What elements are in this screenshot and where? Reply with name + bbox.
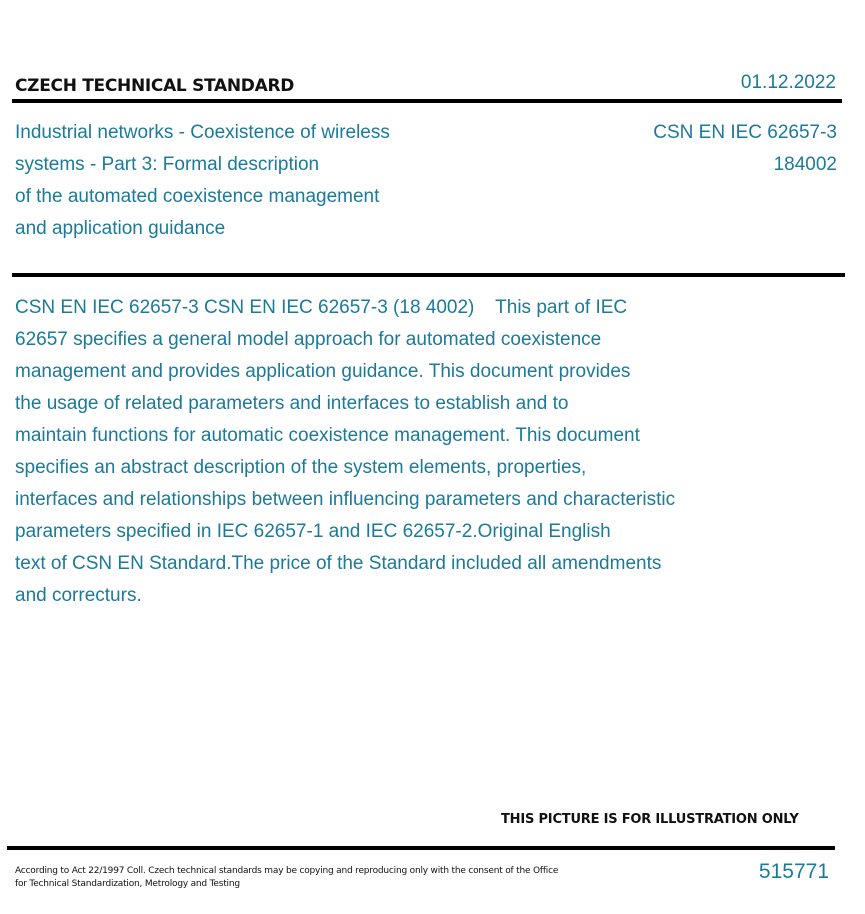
standard-code: CSN EN IEC 62657-3 (653, 122, 837, 143)
standard-description (15, 292, 675, 612)
description-line: text of CSN EN Standard.The price of the Standard included all amendments (15, 553, 662, 574)
publication-date: 01.12.2022 (740, 72, 836, 93)
description-line: CSN EN IEC 62657-3 CSN EN IEC 62657-3 (18 4002) This part of IEC (15, 297, 628, 318)
footer-divider (7, 846, 835, 850)
title-line: of the automated coexistence management (15, 186, 380, 207)
description-line: interfaces and relationships between influencing parameters and characteristic (15, 489, 676, 510)
description-line: and correcturs. (15, 585, 142, 606)
standard-type-label: CZECH TECHNICAL STANDARD (15, 76, 295, 96)
legal-notice (15, 865, 558, 891)
title-divider (12, 273, 845, 277)
standard-codes (653, 117, 837, 181)
title-line: Industrial networks - Coexistence of wireless (15, 122, 390, 143)
class-number: 184002 (773, 154, 837, 175)
title-line: systems - Part 3: Formal description (15, 154, 320, 175)
description-line: parameters specified in IEC 62657-1 and IEC 62657-2.Original English (15, 521, 611, 542)
description-line: maintain functions for automatic coexistence management. This document (15, 425, 640, 446)
standard-title (15, 117, 390, 245)
title-line: and application guidance (15, 218, 226, 239)
description-line: specifies an abstract description of the system elements, properties, (15, 457, 587, 478)
header-divider (12, 99, 842, 103)
description-line: management and provides application guidance. This document provides (15, 361, 631, 382)
description-line: the usage of related parameters and interfaces to establish and to (15, 393, 569, 414)
document-number: 515771 (758, 860, 829, 883)
legal-line: According to Act 22/1997 Coll. Czech technical standards may be copying and reproducing only with the consent of the Office (15, 866, 559, 876)
description-line: 62657 specifies a general model approach for automated coexistence (15, 329, 602, 350)
legal-line: for Technical Standardization, Metrology and Testing (15, 879, 240, 889)
illustration-note: THIS PICTURE IS FOR ILLUSTRATION ONLY (501, 812, 799, 827)
